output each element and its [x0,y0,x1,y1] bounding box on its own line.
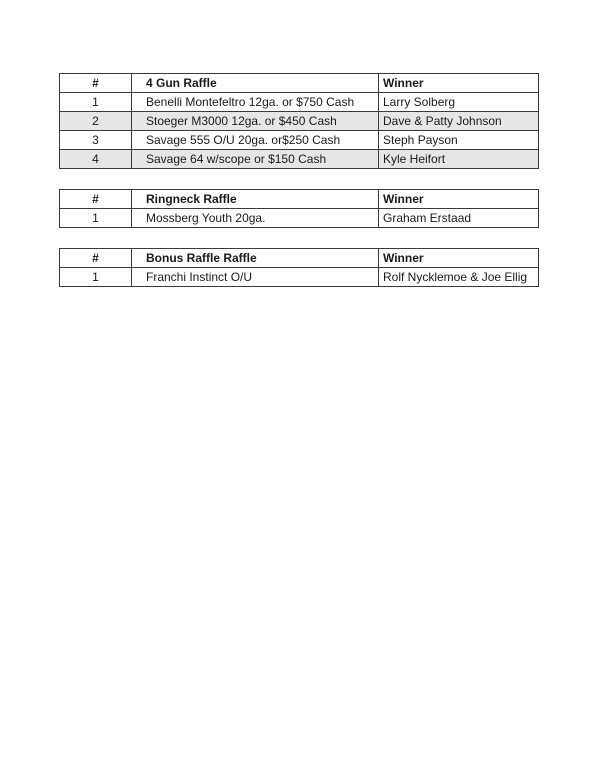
row-number: 4 [60,150,132,169]
table-row [60,112,539,131]
row-number: 2 [60,112,132,131]
bonus-raffle-table [59,248,539,287]
number-column-header: # [60,190,132,209]
winner-cell: Larry Solberg [379,93,539,112]
prize-cell: Savage 64 w/scope or $150 Cash [132,150,379,169]
row-number: 1 [60,268,132,287]
winner-cell: Rolf Nycklemoe & Joe Ellig [379,268,539,287]
prize-column-header: Ringneck Raffle [132,190,379,209]
table-row [60,93,539,112]
winner-cell: Steph Payson [379,131,539,150]
prize-cell: Mossberg Youth 20ga. [132,209,379,228]
four-gun-raffle-table [59,73,539,169]
winner-column-header: Winner [379,249,539,268]
table-row [60,268,539,287]
table-header-row [60,249,539,268]
number-column-header: # [60,249,132,268]
prize-column-header: Bonus Raffle Raffle [132,249,379,268]
prize-cell: Stoeger M3000 12ga. or $450 Cash [132,112,379,131]
winner-cell: Kyle Heifort [379,150,539,169]
table-header-row [60,74,539,93]
prize-cell: Savage 555 O/U 20ga. or$250 Cash [132,131,379,150]
table-row [60,209,539,228]
table-row [60,131,539,150]
winner-column-header: Winner [379,74,539,93]
number-column-header: # [60,74,132,93]
ringneck-raffle-table [59,189,539,228]
winner-column-header: Winner [379,190,539,209]
table-row [60,150,539,169]
winner-cell: Graham Erstaad [379,209,539,228]
prize-cell: Benelli Montefeltro 12ga. or $750 Cash [132,93,379,112]
prize-column-header: 4 Gun Raffle [132,74,379,93]
row-number: 1 [60,93,132,112]
prize-cell: Franchi Instinct O/U [132,268,379,287]
row-number: 1 [60,209,132,228]
row-number: 3 [60,131,132,150]
table-header-row [60,190,539,209]
winner-cell: Dave & Patty Johnson [379,112,539,131]
